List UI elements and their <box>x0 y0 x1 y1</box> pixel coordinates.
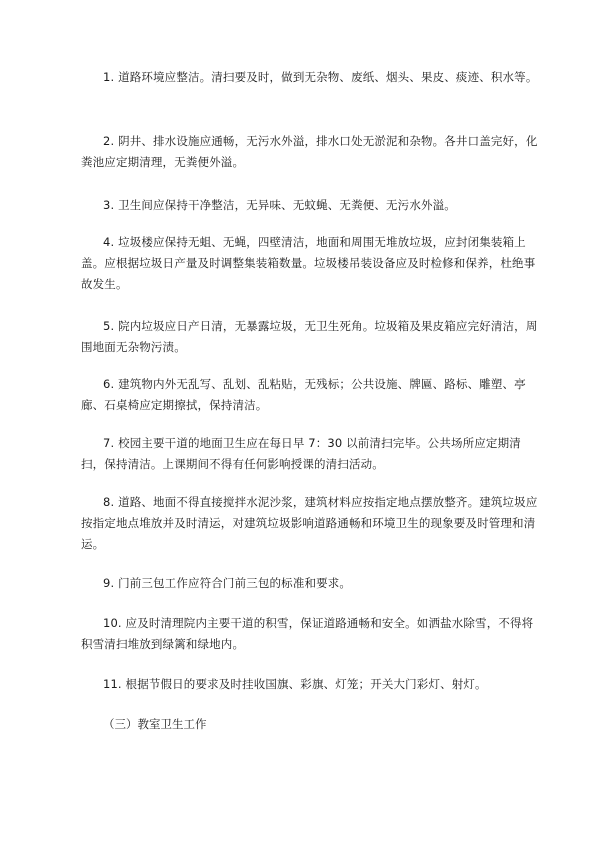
paragraph-4: 4. 垃圾楼应保持无蛆、无蝇，四壁清洁，地面和周围无堆放垃圾，应封闭集装箱上盖。应根据垃圾日产量及时调整集装箱数量。垃圾楼吊装设备应及时检修和保养，杜绝事故发生。 <box>81 235 536 291</box>
paragraph-5: 5. 院内垃圾应日产日清，无暴露垃圾，无卫生死角。垃圾箱及果皮箱应完好清洁，周围地面无杂物污渍。 <box>81 319 538 354</box>
paragraph-10: 10. 应及时清理院内主要干道的积雪，保证道路通畅和安全。如洒盐水除雪，不得将积雪清扫堆放到绿篱和绿地内。 <box>81 616 534 651</box>
section-heading: （三）教室卫生工作 <box>103 717 207 731</box>
paragraph-11: 11. 根据节假日的要求及时挂收国旗、彩旗、灯笼；开关大门彩灯、射灯。 <box>103 677 487 691</box>
paragraph-3: 3. 卫生间应保持干净整洁，无异味、无蚊蝇、无粪便、无污水外溢。 <box>103 198 456 212</box>
paragraph-2: 2. 阴井、排水设施应通畅，无污水外溢，排水口处无淤泥和杂物。各井口盖完好，化粪池应定期清理，无粪便外溢。 <box>81 134 538 169</box>
paragraph-9: 9. 门前三包工作应符合门前三包的标准和要求。 <box>103 576 352 590</box>
paragraph-7: 7. 校园主要干道的地面卫生应在每日早 7：30 以前清扫完毕。公共场所应定期清扫，保持清洁。上课期间不得有任何影响授课的清扫活动。 <box>81 436 521 471</box>
paragraph-1: 1. 道路环境应整洁。清扫要及时，做到无杂物、废纸、烟头、果皮、痰迹、积水等。 <box>103 70 538 84</box>
paragraph-6: 6. 建筑物内外无乱写、乱划、乱粘贴，无残标；公共设施、牌匾、路标、雕塑、亭廊、石桌椅应定期擦拭，保持清洁。 <box>81 377 526 412</box>
paragraph-8: 8. 道路、地面不得直接搅拌水泥沙浆，建筑材料应按指定地点摆放整齐。建筑垃圾应按指定地点堆放并及时清运，对建筑垃圾影响道路通畅和环境卫生的现象要及时管理和清运。 <box>81 495 538 551</box>
